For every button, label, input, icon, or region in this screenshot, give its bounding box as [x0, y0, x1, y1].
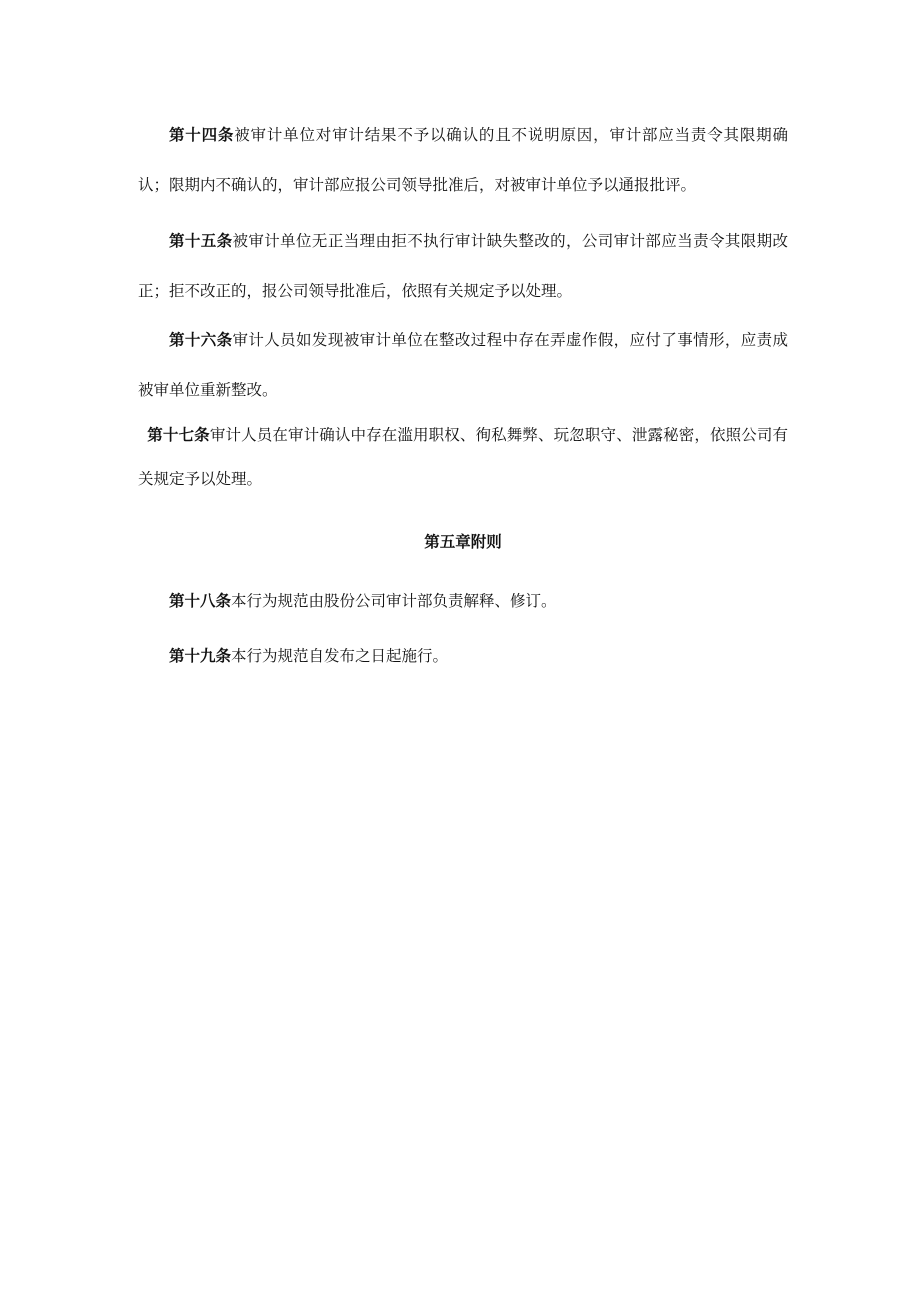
article-17-number: 第十七条 [147, 426, 210, 444]
article-15 [138, 216, 788, 316]
article-18-number: 第十八条 [169, 592, 232, 610]
chapter-heading: 第五章附则 [424, 533, 502, 551]
article-19-number: 第十九条 [169, 647, 232, 665]
article-17 [138, 413, 788, 501]
article-17-text: 审计人员在审计确认中存在滥用职权、徇私舞弊、玩忽职守、泄露秘密，依照公司有关规定予以处理。 [138, 426, 788, 488]
article-14 [138, 110, 788, 210]
article-16-number: 第十六条 [169, 331, 233, 349]
article-16 [138, 315, 788, 415]
article-16-text: 审计人员如发现被审计单位在整改过程中存在弄虚作假，应付了事情形，应责成被审单位重新整改。 [138, 331, 788, 399]
article-15-text: 被审计单位无正当理由拒不执行审计缺失整改的，公司审计部应当责令其限期改正；拒不改正的，报公司领导批准后，依照有关规定予以处理。 [138, 232, 788, 300]
article-18-text: 本行为规范由股份公司审计部负责解释、修订。 [231, 592, 557, 610]
article-19-text: 本行为规范自发布之日起施行。 [231, 647, 449, 665]
article-14-text: 被审计单位对审计结果不予以确认的且不说明原因，审计部应当责令其限期确认；限期内不确认的，审计部应报公司领导批准后，对被审计单位予以通报批评。 [138, 126, 788, 194]
article-15-number: 第十五条 [169, 232, 233, 250]
article-14-number: 第十四条 [169, 126, 235, 144]
article-19 [138, 641, 788, 671]
article-18 [138, 586, 788, 616]
